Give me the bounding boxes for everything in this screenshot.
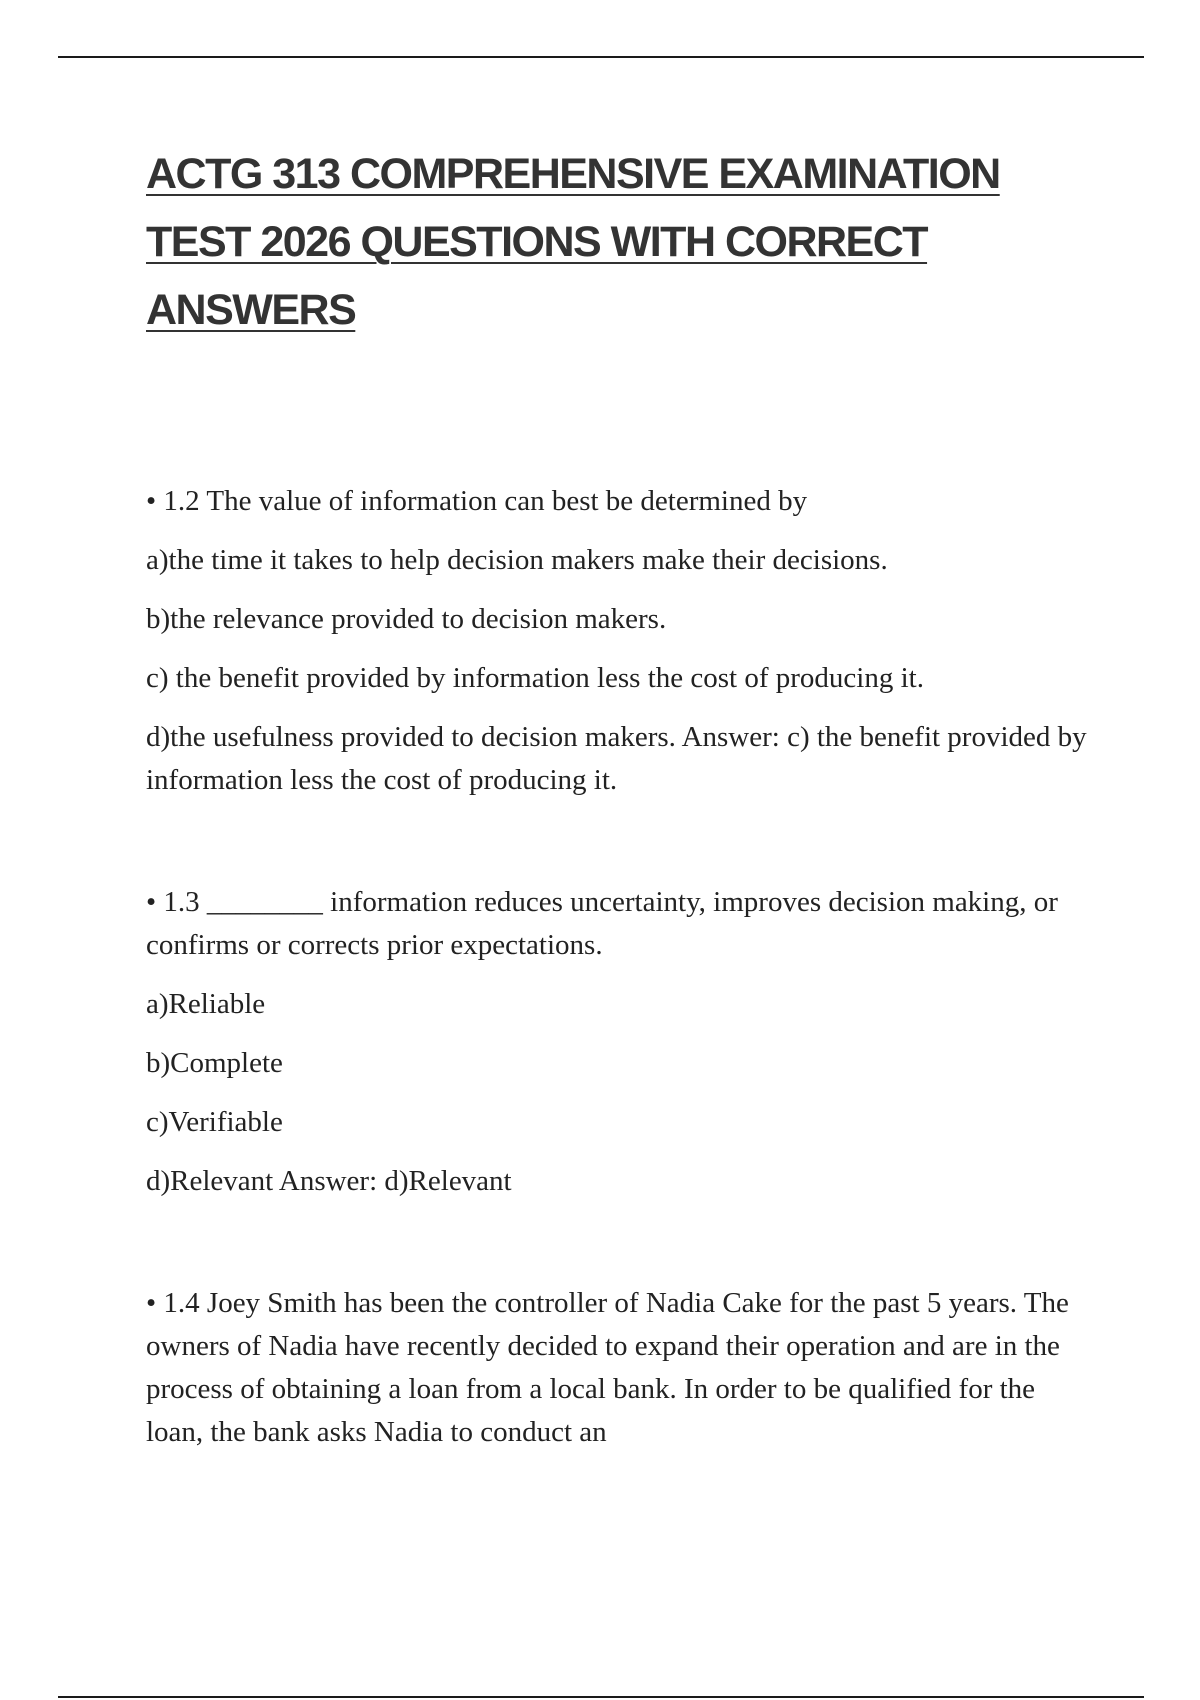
option-d-with-answer: d)Relevant Answer: d)Relevant [146, 1165, 512, 1197]
question-1-3 [146, 881, 1096, 1203]
question-stem: • 1.4 Joey Smith has been the controller of Nadia Cake for the past 5 years. The owners of Nadia have recently decided to expand their operation and are in the process of obtaining a loan from a local bank. In order to be qualified for the loan, the bank asks Nadia to conduct an [146, 1287, 1069, 1448]
title-line-1: ACTG 313 COMPREHENSIVE EXAMINATION [146, 150, 1000, 198]
option-c: c) the benefit provided by information less the cost of producing it. [146, 662, 924, 694]
question-stem: • 1.2 The value of information can best be determined by [146, 485, 808, 517]
question-stem: • 1.3 ________ information reduces uncertainty, improves decision making, or confirms or corrects prior expectations. [146, 886, 1058, 961]
option-d-with-answer: d)the usefulness provided to decision makers. Answer: c) the benefit provided by information less the cost of producing it. [146, 721, 1087, 796]
option-b: b)Complete [146, 1047, 283, 1079]
top-rule [58, 56, 1144, 58]
title-line-2: TEST 2026 QUESTIONS WITH CORRECT [146, 218, 928, 266]
option-a: a)Reliable [146, 988, 266, 1020]
option-b: b)the relevance provided to decision makers. [146, 603, 667, 635]
question-1-2 [146, 480, 1096, 802]
option-a: a)the time it takes to help decision makers make their decisions. [146, 544, 888, 576]
option-c: c)Verifiable [146, 1106, 283, 1138]
bottom-rule [58, 1696, 1144, 1698]
title-line-3: ANSWERS [146, 286, 356, 334]
document-title [146, 140, 1106, 344]
spacer [146, 818, 1096, 881]
question-1-4 [146, 1282, 1096, 1454]
question-list [146, 480, 1096, 1470]
spacer [146, 1219, 1096, 1282]
